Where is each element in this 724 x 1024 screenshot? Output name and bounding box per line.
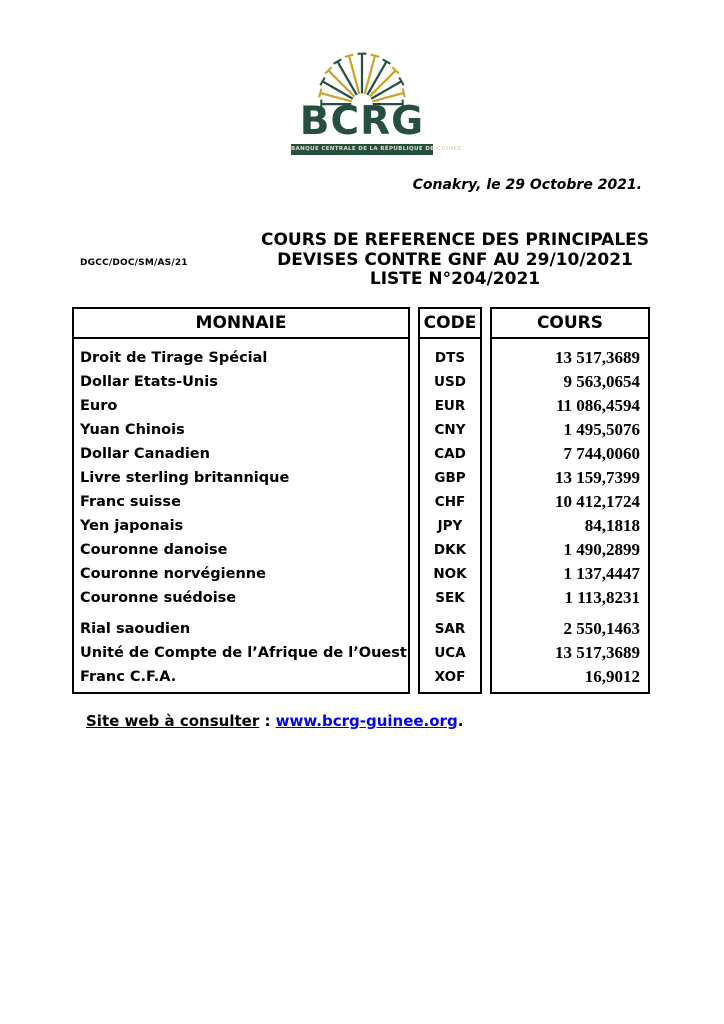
- table-row: [72, 641, 650, 665]
- currency-code-cell: NOK: [418, 562, 482, 586]
- bcrg-logo: [287, 44, 462, 155]
- currency-name-cell: Franc suisse: [72, 490, 410, 514]
- header-cours: COURS: [490, 307, 650, 339]
- currency-code-cell: UCA: [418, 641, 482, 665]
- table-row: [72, 562, 650, 586]
- bcrg-acronym: BCRG: [299, 99, 425, 144]
- table-row: [72, 394, 650, 418]
- title-line-2: DEVISES CONTRE GNF AU 29/10/2021: [277, 249, 633, 270]
- table-row: [72, 339, 650, 370]
- rate-value-cell: 13 517,3689: [490, 339, 650, 370]
- currency-name-cell: Livre sterling britannique: [72, 466, 410, 490]
- rate-value-cell: 84,1818: [490, 514, 650, 538]
- currency-name-cell: Yuan Chinois: [72, 418, 410, 442]
- dateline: Conakry, le 29 Octobre 2021.: [412, 177, 642, 193]
- table-header-row: [72, 307, 650, 339]
- website-period: .: [457, 712, 464, 730]
- rate-value-cell: 9 563,0654: [490, 370, 650, 394]
- currency-name-cell: Franc C.F.A.: [72, 665, 410, 694]
- table-row: [72, 418, 650, 442]
- currency-name-cell: Couronne suédoise: [72, 586, 410, 610]
- currency-code-cell: CHF: [418, 490, 482, 514]
- rate-value-cell: 11 086,4594: [490, 394, 650, 418]
- rate-value-cell: 1 490,2899: [490, 538, 650, 562]
- currency-name-cell: Dollar Canadien: [72, 442, 410, 466]
- title-line-1: COURS DE REFERENCE DES PRINCIPALES: [260, 230, 650, 250]
- currency-code-cell: DTS: [418, 339, 482, 370]
- currency-name-cell: Euro: [72, 394, 410, 418]
- website-line: [86, 712, 463, 730]
- currency-code-cell: EUR: [418, 394, 482, 418]
- table-row: [72, 586, 650, 610]
- currency-name-cell: Unité de Compte de l’Afrique de l’Ouest: [72, 641, 410, 665]
- currency-name-cell: Yen japonais: [72, 514, 410, 538]
- table-row: [72, 538, 650, 562]
- currency-code-cell: XOF: [418, 665, 482, 694]
- currency-name-cell: Couronne danoise: [72, 538, 410, 562]
- rate-value-cell: 10 412,1724: [490, 490, 650, 514]
- table-row: [72, 514, 650, 538]
- currency-name-cell: Droit de Tirage Spécial: [72, 339, 410, 370]
- rate-value-cell: 16,9012: [490, 665, 650, 694]
- reference-code: DGCC/DOC/SM/AS/21: [80, 258, 188, 268]
- currency-code-cell: CNY: [418, 418, 482, 442]
- document-title: [255, 231, 655, 290]
- table-row: [72, 610, 650, 641]
- currency-code-cell: SAR: [418, 610, 482, 641]
- table-row: [72, 370, 650, 394]
- table-row: [72, 665, 650, 694]
- bcrg-band-text: BANQUE CENTRALE DE LA RÉPUBLIQUE DE GUINÉE: [291, 144, 433, 155]
- table-row: [72, 466, 650, 490]
- rate-value-cell: 13 159,7399: [490, 466, 650, 490]
- website-separator: :: [259, 712, 276, 730]
- currency-name-cell: Couronne norvégienne: [72, 562, 410, 586]
- currency-code-cell: JPY: [418, 514, 482, 538]
- rate-value-cell: 2 550,1463: [490, 610, 650, 641]
- header-code: CODE: [418, 307, 482, 339]
- rate-value-cell: 13 517,3689: [490, 641, 650, 665]
- currency-name-cell: Dollar Etats-Unis: [72, 370, 410, 394]
- currency-code-cell: DKK: [418, 538, 482, 562]
- rate-value-cell: 1 137,4447: [490, 562, 650, 586]
- currency-code-cell: CAD: [418, 442, 482, 466]
- rate-value-cell: 7 744,0060: [490, 442, 650, 466]
- currency-code-cell: GBP: [418, 466, 482, 490]
- website-label: Site web à consulter: [86, 712, 260, 730]
- title-line-3: LISTE N°204/2021: [369, 269, 541, 289]
- table-row: [72, 442, 650, 466]
- table-row: [72, 490, 650, 514]
- currency-name-cell: Rial saoudien: [72, 610, 410, 641]
- currency-code-cell: SEK: [418, 586, 482, 610]
- rate-value-cell: 1 113,8231: [490, 586, 650, 610]
- website-link[interactable]: www.bcrg-guinee.org: [275, 712, 458, 730]
- exchange-rate-table: [64, 307, 658, 694]
- header-monnaie: MONNAIE: [72, 307, 410, 339]
- currency-code-cell: USD: [418, 370, 482, 394]
- rate-value-cell: 1 495,5076: [490, 418, 650, 442]
